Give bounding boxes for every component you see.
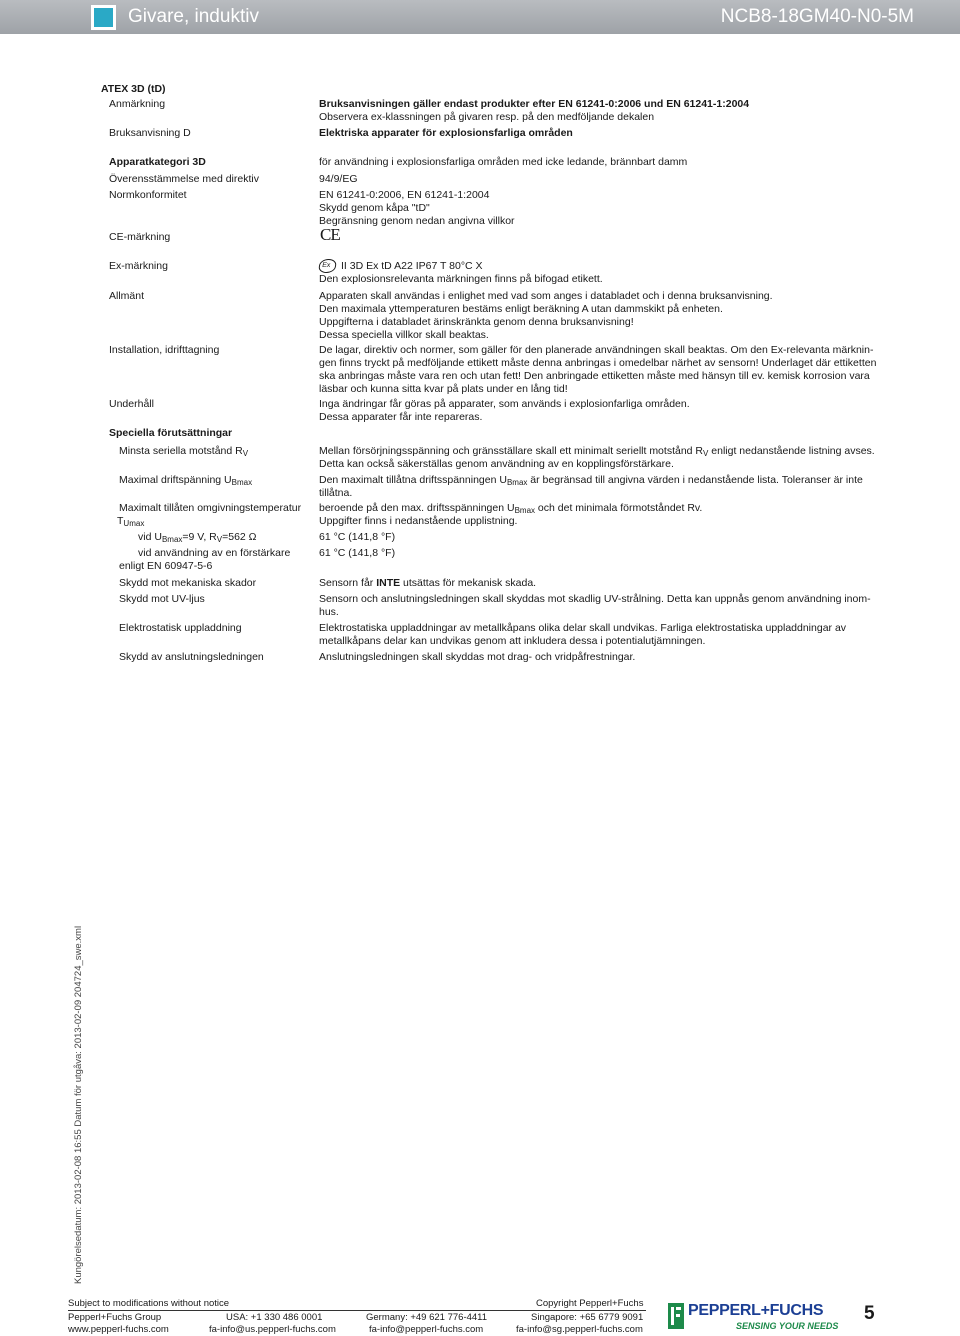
footer-de-phone: Germany: +49 621 776-4411 [366,1312,488,1323]
section-special-title: Speciella förutsättningar [109,427,233,439]
underhall-line: Inga ändringar får göras på apparater, som används i explosionfarliga områden. [319,398,690,410]
logo-name: PEPPERL+FUCHS [688,1302,824,1319]
normkonformitet-label: Normkonformitet [109,189,187,201]
minsta-label: Minsta seriella motstånd $R_V$ [119,445,249,458]
apparatkategori-label: Apparatkategori 3D [109,156,206,168]
bruksanvisning-label: Bruksanvisning D [109,127,191,139]
pepperl-fuchs-logo [668,1298,873,1336]
minsta-value: Mellan försörjningsspänning och gränsställare skall ett minimalt seriellt motstånd $R_V$ enligt nedanstående listning avses. Detta kan också säkerställas genom användning av en kopplingsförstärkare. [319,445,875,470]
installation-line: De lagar, direktiv och normer, som gäller för den planerade användningen skall beaktas. Om den Ex-relevanta märknin- [319,344,874,356]
anmarkning-value [319,98,911,124]
footer-usa-mail[interactable]: fa-info@us.pepperl-fuchs.com [209,1324,336,1335]
vid-label: vid $U_{Bmax}=9$ V, $R_V=562$ Ω [138,531,257,544]
installation-line: ska anbringas måste vara ren och utan fett! Den anbringade ettiketten måste med hänsyn till ev. kemisk korrosion vara [319,370,870,382]
underhall-value [319,398,911,424]
underhall-label: Underhåll [109,398,154,410]
ce-label: CE-märkning [109,231,171,243]
anmarkning-line2: Observera ex-klassningen på givaren resp. på den medföljande dekalen [319,111,655,123]
uv-value: Sensorn och anslutningsledningen skall skyddas mot skadlig UV-strålning. Detta kan uppnås genom användning inom- hus. [319,593,871,618]
header-model: NCB8-18GM40-N0-5M [720,6,914,27]
footer-divider [68,1310,646,1311]
ex-line2: Den explosionsrelevanta märkningen finns på bifogad etikett. [319,273,603,285]
pf-logo-icon [668,1303,684,1329]
ce-mark-icon: CE [320,225,340,244]
forstarkare-label1: vid användning av en förstärkare [138,547,291,559]
header-title: Givare, induktiv [128,6,259,27]
page-number: 5 [864,1303,875,1324]
allmant-line: Den maximala yttemperaturen bestäms enligt beräkning A utan dammskikt på enheten. [319,303,723,315]
anslutning-value: Anslutningsledningen skall skyddas mot drag- och vridpåfrestningar. [319,651,636,663]
footer-sg-mail[interactable]: fa-info@sg.pepperl-fuchs.com [516,1324,643,1335]
installation-line: gen finns tryckt på medföljande ettikett måste denna anbringas i omedelbar närhet av sensorn! Underlaget där ettiketten [319,357,877,369]
overensstammelse-label: Överensstämmelse med direktiv [109,173,259,185]
page-header [0,0,960,34]
vid-value: 61 °C (141,8 °F) [319,531,396,543]
anmarkning-line1: Bruksanvisningen gäller endast produkter efter EN 61241-0:2006 und EN 61241-1:2004 [319,98,750,110]
installation-label: Installation, idrifttagning [109,344,220,356]
maxtemp-label: Maximalt tillåten omgivningstemperatur $T_{Umax}$ [117,502,302,528]
apparatkategori-value: för användning i explosionsfarliga områden med icke ledande, brännbart damm [319,156,688,168]
forstarkare-value: 61 °C (141,8 °F) [319,547,396,559]
footer-group: Pepperl+Fuchs Group [68,1312,162,1323]
normkonformitet-line3: Begränsning genom nedan angivna villkor [319,215,515,227]
normkonformitet-value [319,189,911,228]
logo-tagline: SENSING YOUR NEEDS [736,1321,839,1331]
elektrostatisk-value: Elektrostatiska uppladdningar av metallkåpans olika delar skall undvikas. Farliga elektrostatiska uppladdningar av metallkåpans delar kan undvikas genom att inkludera dessa i potentialutjämningen. [319,622,847,647]
footer-sg-phone: Singapore: +65 6779 9091 [531,1312,644,1323]
installation-line: läsbar och kunna sitta kvar på plats under en lång tid! [319,383,568,395]
anmarkning-label: Anmärkning [109,98,166,110]
normkonformitet-line1: EN 61241-0:2006, EN 61241-1:2004 [319,189,490,201]
forstarkare-label2: enligt EN 60947-5-6 [119,560,213,572]
ex-value: II 3D Ex tD A22 IP67 T 80°C X [341,260,483,272]
allmant-line: Apparaten skall användas i enlighet med vad som anges i databladet och i denna bruksanvisning. [319,290,773,302]
allmant-label: Allmänt [109,290,145,302]
footer-de-mail[interactable]: fa-info@pepperl-fuchs.com [369,1324,484,1335]
header-square-icon [91,5,116,30]
overensstammelse-value: 94/9/EG [319,173,358,185]
footer-subject: Subject to modifications without notice [68,1298,230,1309]
ex-symbol-icon: Ex [318,259,337,273]
footer-usa-phone: USA: +1 330 486 0001 [226,1312,323,1323]
footer-copyright: Copyright Pepperl+Fuchs [536,1298,644,1309]
allmant-line: Dessa speciella villkor skall beaktas. [319,329,489,341]
elektrostatisk-label: Elektrostatisk uppladdning [119,622,242,634]
maximal-value: Den maximalt tillåtna driftsspänningen $U_{Bmax}$ är begränsad till angivna värden i nedanstående lista. Toleranser är inte tillåtna. [319,474,863,499]
footer-web-link[interactable]: www.pepperl-fuchs.com [68,1324,169,1335]
maximal-label: Maximal driftspänning $U_{Bmax}$ [119,474,253,487]
section-atex-title: ATEX 3D (tD) [101,83,166,95]
ex-label: Ex-märkning [109,260,168,272]
maxtemp-value: beroende på den max. driftsspänningen $U_{Bmax}$ och det minimala förmotståndet Rv. Uppgifter finns i nedanstående upplistning. [319,502,703,527]
mekaniska-value: Sensorn får INTE utsättas för mekanisk skada. [319,577,537,589]
allmant-value [319,290,911,342]
underhall-line: Dessa apparater får inte repareras. [319,411,483,423]
mekaniska-label: Skydd mot mekaniska skador [119,577,257,589]
uv-label: Skydd mot UV-ljus [119,593,205,605]
publication-info-vertical: Kungörelsedatum: 2013-02-08 16:55 Datum för utgåva: 2013-02-09 204724_swe.xml [73,925,84,1284]
allmant-line: Uppgifterna i databladet ärinskränkta genom denna bruksanvisning! [319,316,634,328]
normkonformitet-line2: Skydd genom kåpa "tD" [319,202,430,214]
installation-value [319,344,911,396]
bruksanvisning-value: Elektriska apparater för explosionsfarliga områden [319,127,573,139]
anslutning-label: Skydd av anslutningsledningen [119,651,264,663]
